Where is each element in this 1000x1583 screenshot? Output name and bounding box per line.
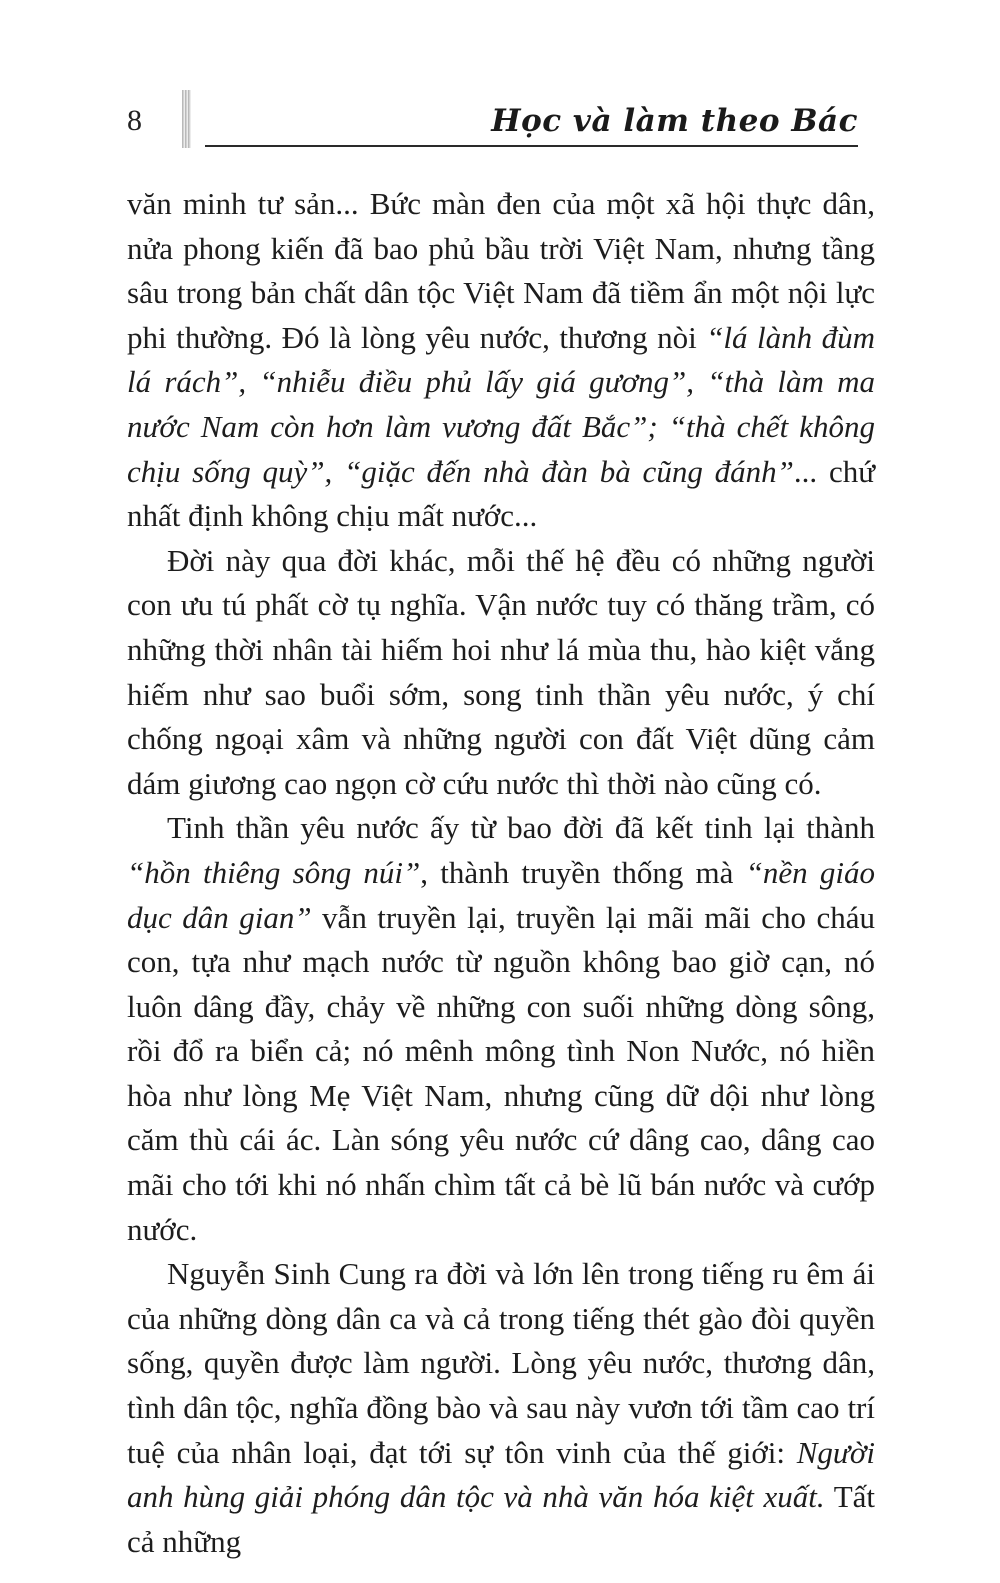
text-run: “nền giáo dục dân gian” bbox=[127, 854, 875, 935]
running-title: Học và làm theo Bác bbox=[491, 102, 858, 139]
text-run: Tất cả những bbox=[127, 1479, 876, 1559]
paragraph bbox=[127, 806, 875, 1252]
text-run: “lá lành đùm lá rách”, “nhiễu điều phủ lấy giá gương”, “thà làm ma nước Nam còn hơn làm vương đất Bắc”; “thà chết không chịu sống quỳ”, “giặc đến nhà đàn bà cũng đánh” bbox=[127, 319, 875, 489]
text-run: Nguyễn Sinh Cung ra đời và lớn lên trong tiếng ru êm ái của những dòng dân ca và cả trong tiếng thét gào đòi quyền sống, quyền được làm người. Lòng yêu nước, thương dân, tình dân tộc, nghĩa đồng bào và sau này vươn tới tầm cao trí tuệ của nhân loại, đạt tới sự tôn vinh của thế giới: bbox=[127, 1256, 875, 1470]
text-run: “hồn thiêng sông núi” bbox=[127, 854, 421, 890]
paragraph bbox=[127, 182, 875, 539]
text-run: ... chứ nhất định không chịu mất nước... bbox=[127, 453, 875, 534]
text-run: vẫn truyền lại, truyền lại mãi mãi cho cháu con, tựa như mạch nước từ nguồn không bao giờ cạn, nó luôn dâng đầy, chảy về những con suối những dòng sông, rồi đổ ra biển cả; nó mênh mông tình Non Nước, nó hiền hòa như lòng Mẹ Việt Nam, nhưng cũng dữ dội như lòng căm thù cái ác. Làn sóng yêu nước cứ dâng cao, dâng cao mãi cho tới khi nó nhấn chìm tất cả bè lũ bán nước và cướp nước. bbox=[127, 899, 875, 1247]
paragraph bbox=[127, 539, 875, 807]
text-run: Tinh thần yêu nước ấy từ bao đời đã kết tinh lại thành bbox=[167, 810, 875, 846]
paragraph bbox=[127, 1252, 875, 1564]
page-number: 8 bbox=[127, 104, 142, 137]
text-run: văn minh tư sản... Bức màn đen của một xã hội thực dân, nửa phong kiến đã bao phủ bầu trời Việt Nam, nhưng tầng sâu trong bản chất dân tộc Việt Nam đã tiềm ẩn một nội lực phi thường. Đó là lòng yêu nước, thương nòi bbox=[127, 186, 875, 355]
header-row bbox=[127, 96, 858, 140]
page-body bbox=[127, 182, 875, 1564]
page-header bbox=[127, 96, 858, 147]
header-decoration-bar bbox=[182, 90, 191, 148]
header-rule bbox=[205, 145, 858, 147]
text-run: , thành truyền thống mà bbox=[420, 854, 746, 890]
text-run: Đời này qua đời khác, mỗi thế hệ đều có những người con ưu tú phất cờ tụ nghĩa. Vận nước tuy có thăng trầm, có những thời nhân tài hiếm hoi như lá mùa thu, hào kiệt vắng hiếm như sao buổi sớm, song tinh thần yêu nước, ý chí chống ngoại xâm và những người con đất Việt dũng cảm dám giương cao ngọn cờ cứu nước thì thời nào cũng có. bbox=[127, 542, 875, 801]
text-run: Người anh hùng giải phóng dân tộc và nhà văn hóa kiệt xuất. bbox=[127, 1434, 875, 1515]
